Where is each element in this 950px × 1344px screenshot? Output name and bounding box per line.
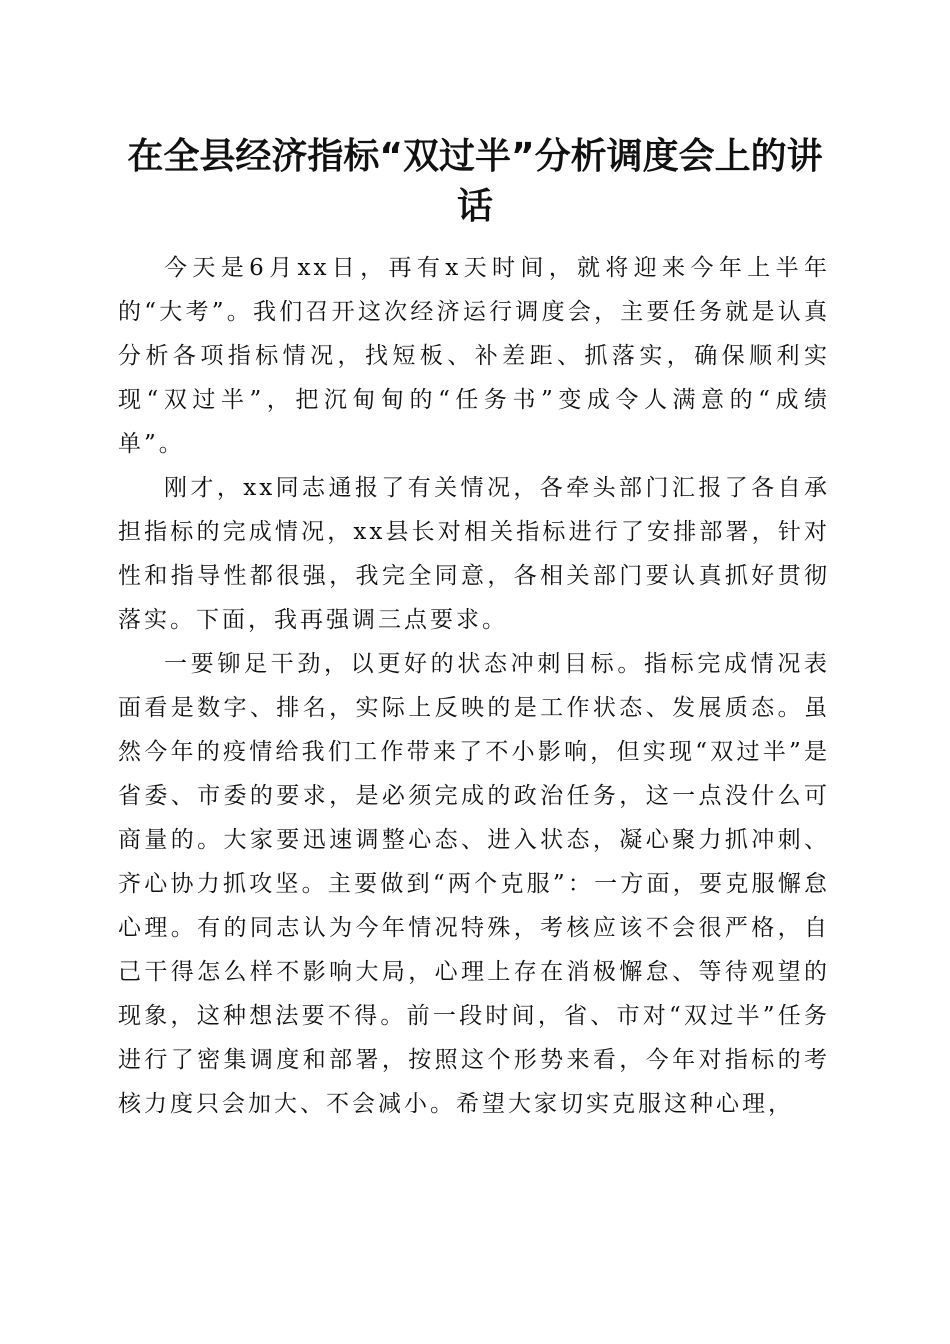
document-body	[118, 246, 830, 1126]
paragraph-1: 今天是6月xx日，再有x天时间，就将迎来今年上半年的“大考”。我们召开这次经济运行调度会，主要任务就是认真分析各项指标情况，找短板、补差距、抓落实，确保顺利实现“双过半”，把沉甸甸的“任务书”变成令人满意的“成绩单”。	[118, 255, 830, 457]
title-line-2: 话	[456, 186, 493, 227]
paragraph-3: 一要铆足干劲，以更好的状态冲刺目标。指标完成情况表面看是数字、排名，实际上反映的是工作状态、发展质态。虽然今年的疫情给我们工作带来了不小影响，但实现“双过半”是省委、市委的要求，是必须完成的政治任务，这一点没什么可商量的。大家要迅速调整心态、进入状态，凝心聚力抓冲刺、齐心协力抓攻坚。主要做到“两个克服”：一方面，要克服懈怠心理。有的同志认为今年情况特殊，考核应该不会很严格，自己干得怎么样不影响大局，心理上存在消极懈怠、等待观望的现象，这种想法要不得。前一段时间，省、市对“双过半”任务进行了密集调度和部署，按照这个形势来看，今年对指标的考核力度只会加大、不会减小。希望大家切实克服这种心理，	[118, 651, 830, 1117]
document-title	[110, 132, 840, 232]
title-line-1: 在全县经济指标“双过半”分析调度会上的讲	[127, 136, 823, 177]
paragraph-2: 刚才，xx同志通报了有关情况，各牵头部门汇报了各自承担指标的完成情况，xx县长对相关指标进行了安排部署，针对性和指导性都很强，我完全同意，各相关部门要认真抓好贯彻落实。下面，我再强调三点要求。	[118, 475, 830, 633]
